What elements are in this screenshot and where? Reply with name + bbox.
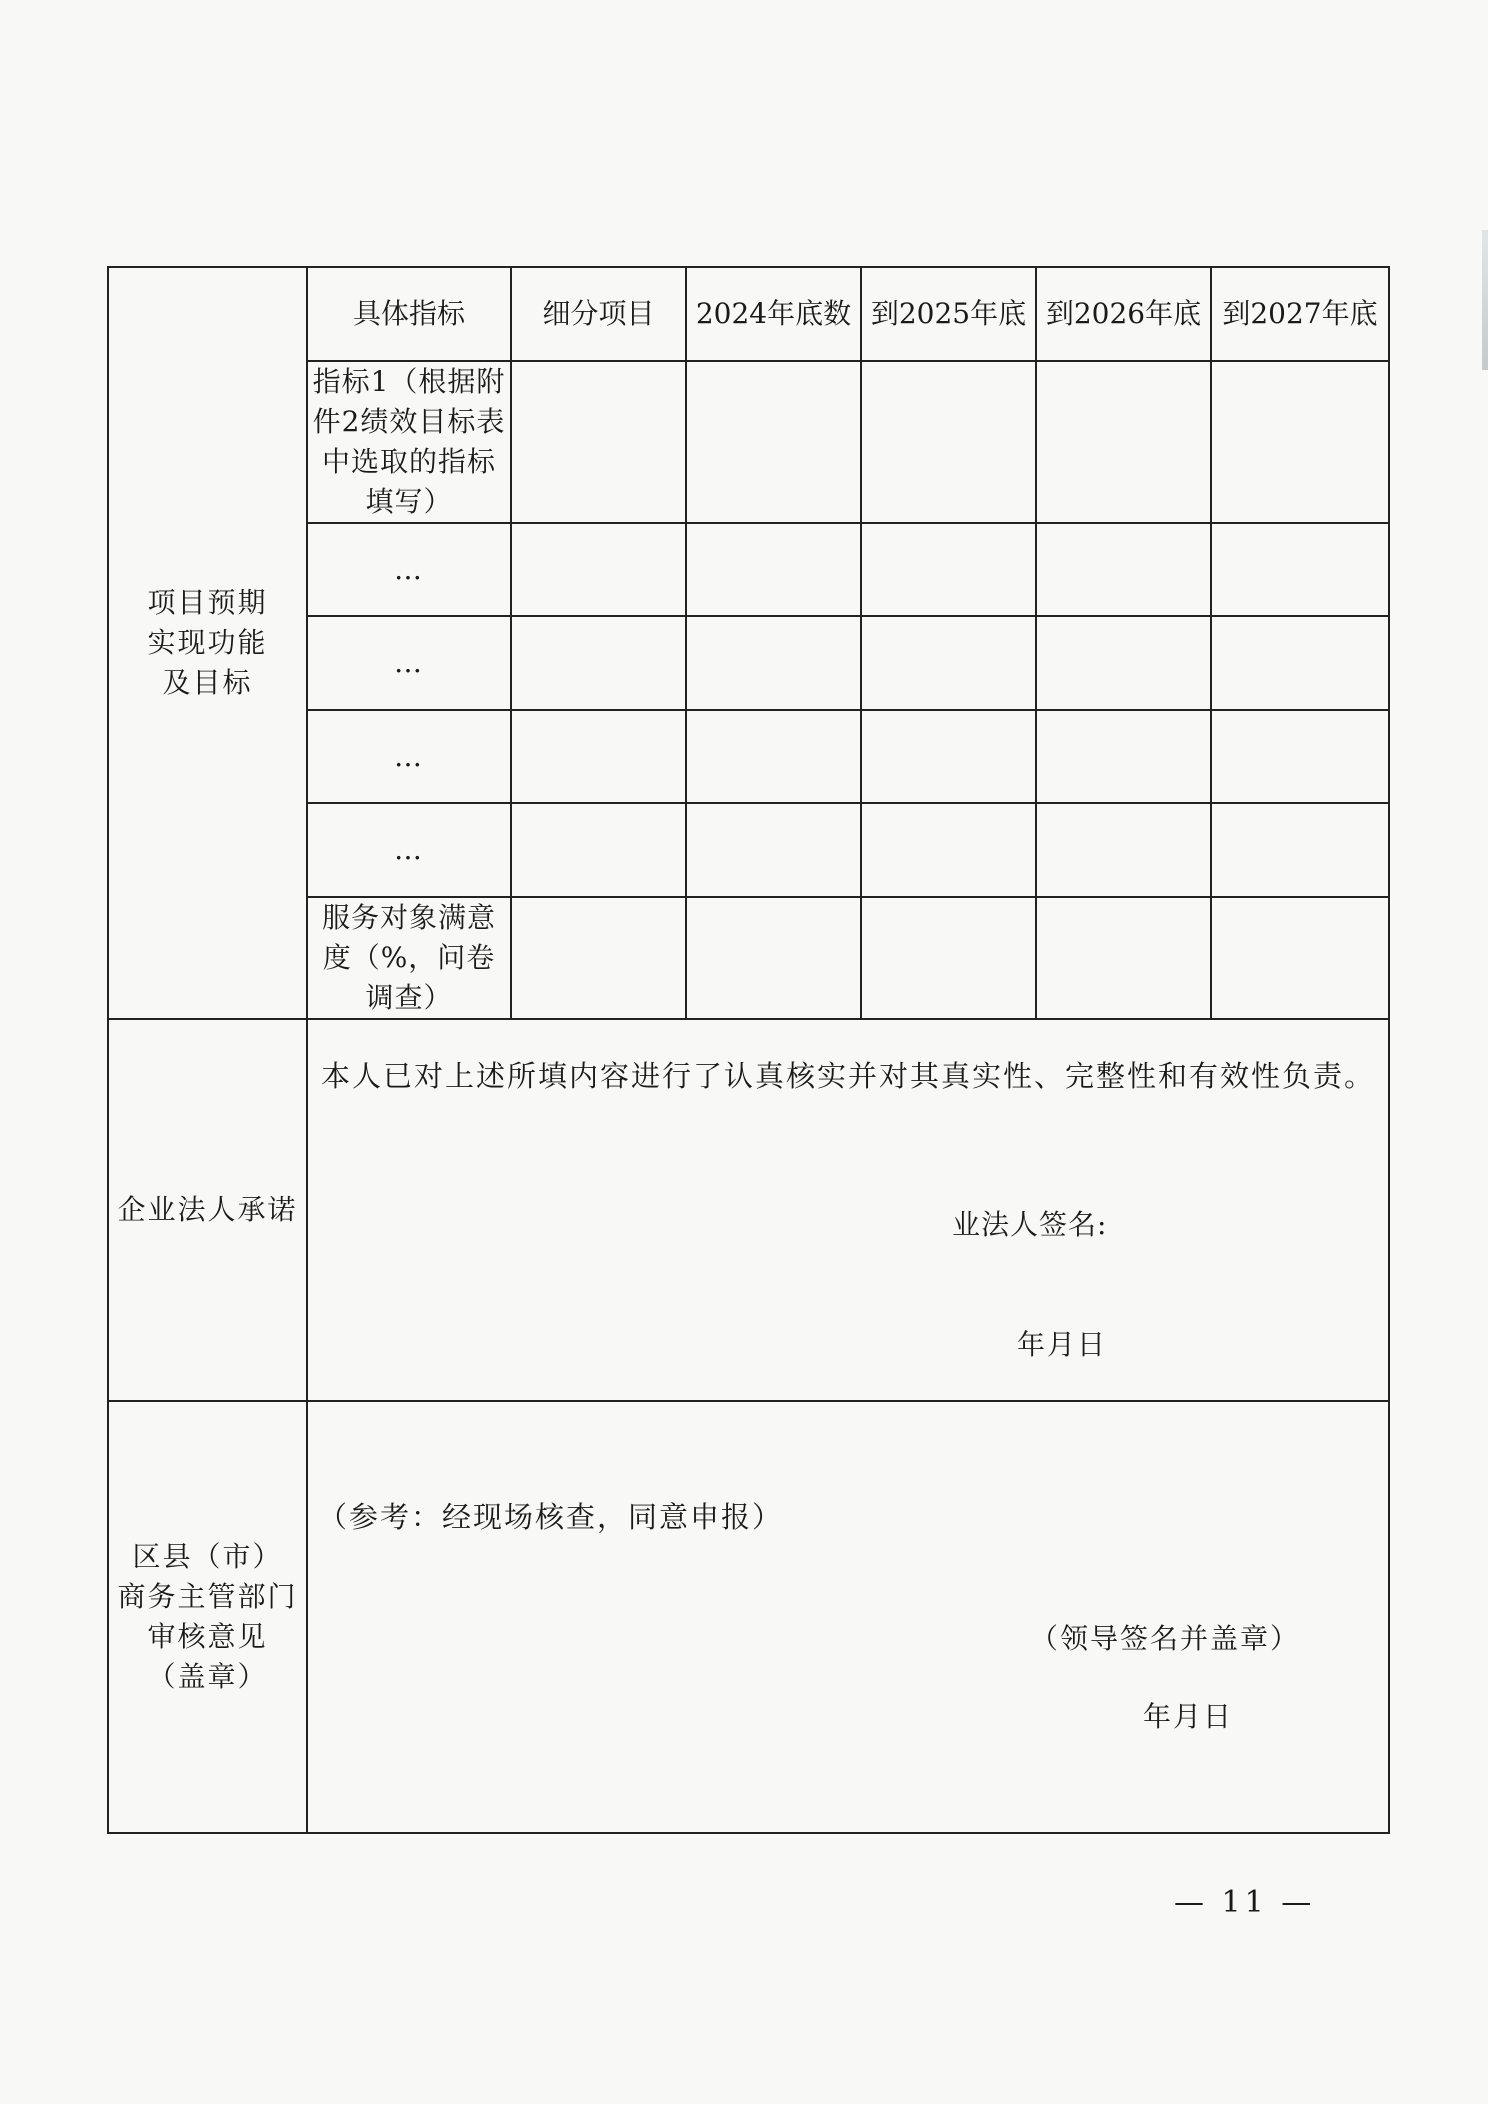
- header-2027: 到2027年底: [1211, 267, 1389, 361]
- input-cell[interactable]: [511, 616, 686, 710]
- indicator-cell: …: [307, 523, 511, 616]
- review-label-line: 商务主管部门: [117, 1580, 298, 1613]
- indicator-cell: …: [307, 616, 511, 710]
- input-cell[interactable]: [511, 710, 686, 803]
- header-specific-indicator: 具体指标: [307, 267, 511, 361]
- header-sub-item: 细分项目: [511, 267, 686, 361]
- review-label-line: 审核意见: [147, 1620, 268, 1653]
- pledge-date-label: 年月日: [1017, 1328, 1108, 1361]
- goals-label-line: 实现功能: [147, 626, 268, 659]
- review-label-line: （盖章）: [147, 1660, 268, 1693]
- indicator-cell: …: [307, 803, 511, 897]
- input-cell[interactable]: [861, 616, 1036, 710]
- indicator-cell: [307, 897, 511, 1019]
- review-label-cell: [108, 1401, 307, 1833]
- input-cell[interactable]: [1211, 523, 1389, 616]
- goals-label-cell: [108, 267, 307, 1019]
- review-content-cell[interactable]: [307, 1401, 1389, 1833]
- indicator-line: 度（%，问卷: [322, 941, 496, 974]
- input-cell[interactable]: [861, 897, 1036, 1019]
- indicator-line: 调查）: [365, 981, 453, 1014]
- indicator-line: 指标1（根据附: [312, 365, 506, 398]
- scan-edge-mark: [1482, 230, 1488, 370]
- header-2025: 到2025年底: [861, 267, 1036, 361]
- indicator-line: 填写）: [365, 485, 453, 518]
- input-cell[interactable]: [861, 803, 1036, 897]
- review-date-label: 年月日: [1143, 1700, 1234, 1733]
- input-cell[interactable]: [861, 523, 1036, 616]
- input-cell[interactable]: [861, 361, 1036, 523]
- review-label-line: 区县（市）: [132, 1540, 283, 1573]
- input-cell[interactable]: [1211, 710, 1389, 803]
- input-cell[interactable]: [1211, 897, 1389, 1019]
- input-cell[interactable]: [511, 361, 686, 523]
- input-cell[interactable]: [686, 523, 861, 616]
- input-cell[interactable]: [686, 803, 861, 897]
- input-cell[interactable]: [511, 523, 686, 616]
- goals-label-line: 项目预期: [147, 586, 268, 619]
- input-cell[interactable]: [1036, 616, 1211, 710]
- goals-label-line: 及目标: [162, 666, 253, 699]
- pledge-row: [108, 1019, 1389, 1401]
- input-cell[interactable]: [1036, 897, 1211, 1019]
- header-2026: 到2026年底: [1036, 267, 1211, 361]
- indicator-line: 服务对象满意: [321, 901, 496, 934]
- page-number: — 11 —: [1174, 1885, 1316, 1920]
- input-cell[interactable]: [1211, 803, 1389, 897]
- input-cell[interactable]: [686, 361, 861, 523]
- input-cell[interactable]: [511, 897, 686, 1019]
- input-cell[interactable]: [861, 710, 1036, 803]
- input-cell[interactable]: [1036, 523, 1211, 616]
- input-cell[interactable]: [1211, 616, 1389, 710]
- input-cell[interactable]: [1036, 710, 1211, 803]
- pledge-text: 本人已对上述所填内容进行了认真核实并对其真实性、完整性和有效性负责。: [320, 1059, 1375, 1093]
- input-cell[interactable]: [1036, 361, 1211, 523]
- input-cell[interactable]: [686, 616, 861, 710]
- indicator-line: 件2绩效目标表: [312, 405, 506, 438]
- input-cell[interactable]: [686, 710, 861, 803]
- indicator-line: 中选取的指标: [321, 445, 496, 478]
- leader-signature-label: （领导签名并盖章）: [1030, 1622, 1301, 1655]
- review-row: [108, 1401, 1389, 1833]
- indicator-cell: [307, 361, 511, 523]
- pledge-content-cell[interactable]: [307, 1019, 1389, 1401]
- input-cell[interactable]: [1036, 803, 1211, 897]
- header-2024: 2024年底数: [686, 267, 861, 361]
- input-cell[interactable]: [1211, 361, 1389, 523]
- pledge-label: 企业法人承诺: [108, 1019, 307, 1401]
- input-cell[interactable]: [686, 897, 861, 1019]
- review-reference-text: （参考：经现场核查，同意申报）: [318, 1500, 784, 1534]
- header-row: [108, 267, 1389, 361]
- input-cell[interactable]: [511, 803, 686, 897]
- application-form-table: [107, 266, 1390, 1834]
- legal-person-signature-label: 业法人签名:: [952, 1208, 1108, 1241]
- indicator-cell: …: [307, 710, 511, 803]
